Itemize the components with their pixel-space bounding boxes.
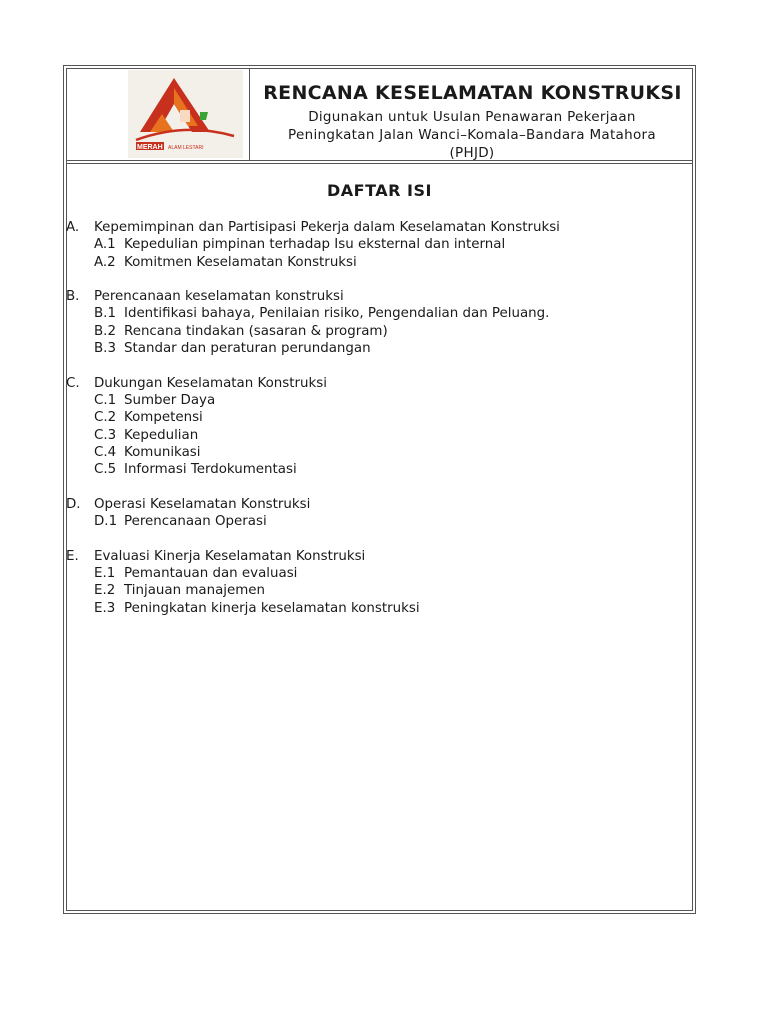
item-title: Rencana tindakan (sasaran & program) bbox=[124, 323, 388, 339]
toc-section-e bbox=[66, 548, 686, 617]
section-letter: D. bbox=[66, 496, 81, 512]
item-title: Perencanaan Operasi bbox=[124, 514, 267, 530]
toc-item bbox=[66, 236, 686, 253]
section-letter: E. bbox=[66, 548, 79, 564]
section-letter: A. bbox=[66, 220, 80, 235]
company-logo-icon bbox=[128, 70, 243, 158]
toc-item bbox=[66, 582, 686, 599]
table-of-contents bbox=[66, 219, 686, 634]
svg-text:ALAM LESTARI: ALAM LESTARI bbox=[168, 145, 204, 151]
section-title: Evaluasi Kinerja Keselamatan Konstruksi bbox=[94, 548, 366, 564]
item-code: D.1 bbox=[94, 514, 118, 530]
toc-section-b bbox=[66, 288, 686, 357]
section-title: Dukungan Keselamatan Konstruksi bbox=[94, 375, 327, 391]
item-code: E.3 bbox=[94, 600, 116, 616]
item-code: A.1 bbox=[94, 237, 116, 253]
item-title: Sumber Daya bbox=[124, 392, 216, 408]
item-title: Pemantauan dan evaluasi bbox=[124, 565, 298, 581]
toc-item bbox=[66, 461, 686, 478]
item-code: B.1 bbox=[94, 306, 116, 322]
item-code: C.5 bbox=[94, 462, 117, 478]
item-title: Kompetensi bbox=[124, 410, 203, 426]
toc-item bbox=[66, 600, 686, 617]
toc-item bbox=[66, 323, 686, 340]
document-subtitle bbox=[252, 108, 692, 162]
item-title: Peningkatan kinerja keselamatan konstruksi bbox=[124, 600, 420, 616]
toc-item bbox=[66, 392, 686, 409]
toc-item bbox=[66, 565, 686, 582]
company-logo bbox=[128, 70, 243, 158]
item-title: Tinjauan manajemen bbox=[124, 583, 266, 599]
item-title: Komunikasi bbox=[124, 444, 201, 460]
toc-item bbox=[66, 340, 686, 357]
section-title: Perencanaan keselamatan konstruksi bbox=[94, 289, 344, 305]
item-code: B.3 bbox=[94, 341, 116, 357]
subtitle-line: Digunakan untuk Usulan Penawaran Pekerjaan bbox=[308, 109, 636, 125]
section-letter: C. bbox=[66, 375, 80, 391]
toc-item bbox=[66, 305, 686, 322]
toc-section-d bbox=[66, 496, 686, 531]
subtitle-line: Peningkatan Jalan Wanci–Komala–Bandara Matahora bbox=[288, 127, 656, 143]
section-title: Operasi Keselamatan Konstruksi bbox=[94, 496, 311, 512]
document-title: RENCANA KESELAMATAN KONSTRUKSI bbox=[263, 82, 682, 104]
toc-item bbox=[66, 444, 686, 461]
item-code: A.2 bbox=[94, 254, 116, 270]
toc-item bbox=[66, 409, 686, 426]
section-title: Kepemimpinan dan Partisipasi Pekerja dalam Keselamatan Konstruksi bbox=[94, 220, 560, 235]
item-title: Standar dan peraturan perundangan bbox=[124, 341, 371, 357]
item-code: C.2 bbox=[94, 410, 117, 426]
toc-section-c bbox=[66, 375, 686, 479]
item-title: Informasi Terdokumentasi bbox=[124, 462, 297, 478]
item-code: C.3 bbox=[94, 427, 117, 443]
toc-item bbox=[66, 254, 686, 271]
item-code: E.2 bbox=[94, 583, 116, 599]
item-title: Komitmen Keselamatan Konstruksi bbox=[124, 254, 357, 270]
svg-text:MERAH: MERAH bbox=[137, 144, 163, 151]
item-code: E.1 bbox=[94, 565, 116, 581]
item-code: C.4 bbox=[94, 444, 117, 460]
item-title: Kepedulian bbox=[124, 427, 199, 443]
toc-item bbox=[66, 513, 686, 530]
item-title: Kepedulian pimpinan terhadap Isu eksternal dan internal bbox=[124, 237, 506, 253]
item-code: B.2 bbox=[94, 323, 116, 339]
item-code: C.1 bbox=[94, 392, 117, 408]
subtitle-line: (PHJD) bbox=[449, 145, 495, 161]
toc-heading: DAFTAR ISI bbox=[327, 181, 432, 200]
section-letter: B. bbox=[66, 289, 80, 305]
toc-item bbox=[66, 427, 686, 444]
toc-section-a bbox=[66, 219, 686, 271]
item-title: Identifikasi bahaya, Penilaian risiko, Pengendalian dan Peluang. bbox=[124, 306, 550, 322]
